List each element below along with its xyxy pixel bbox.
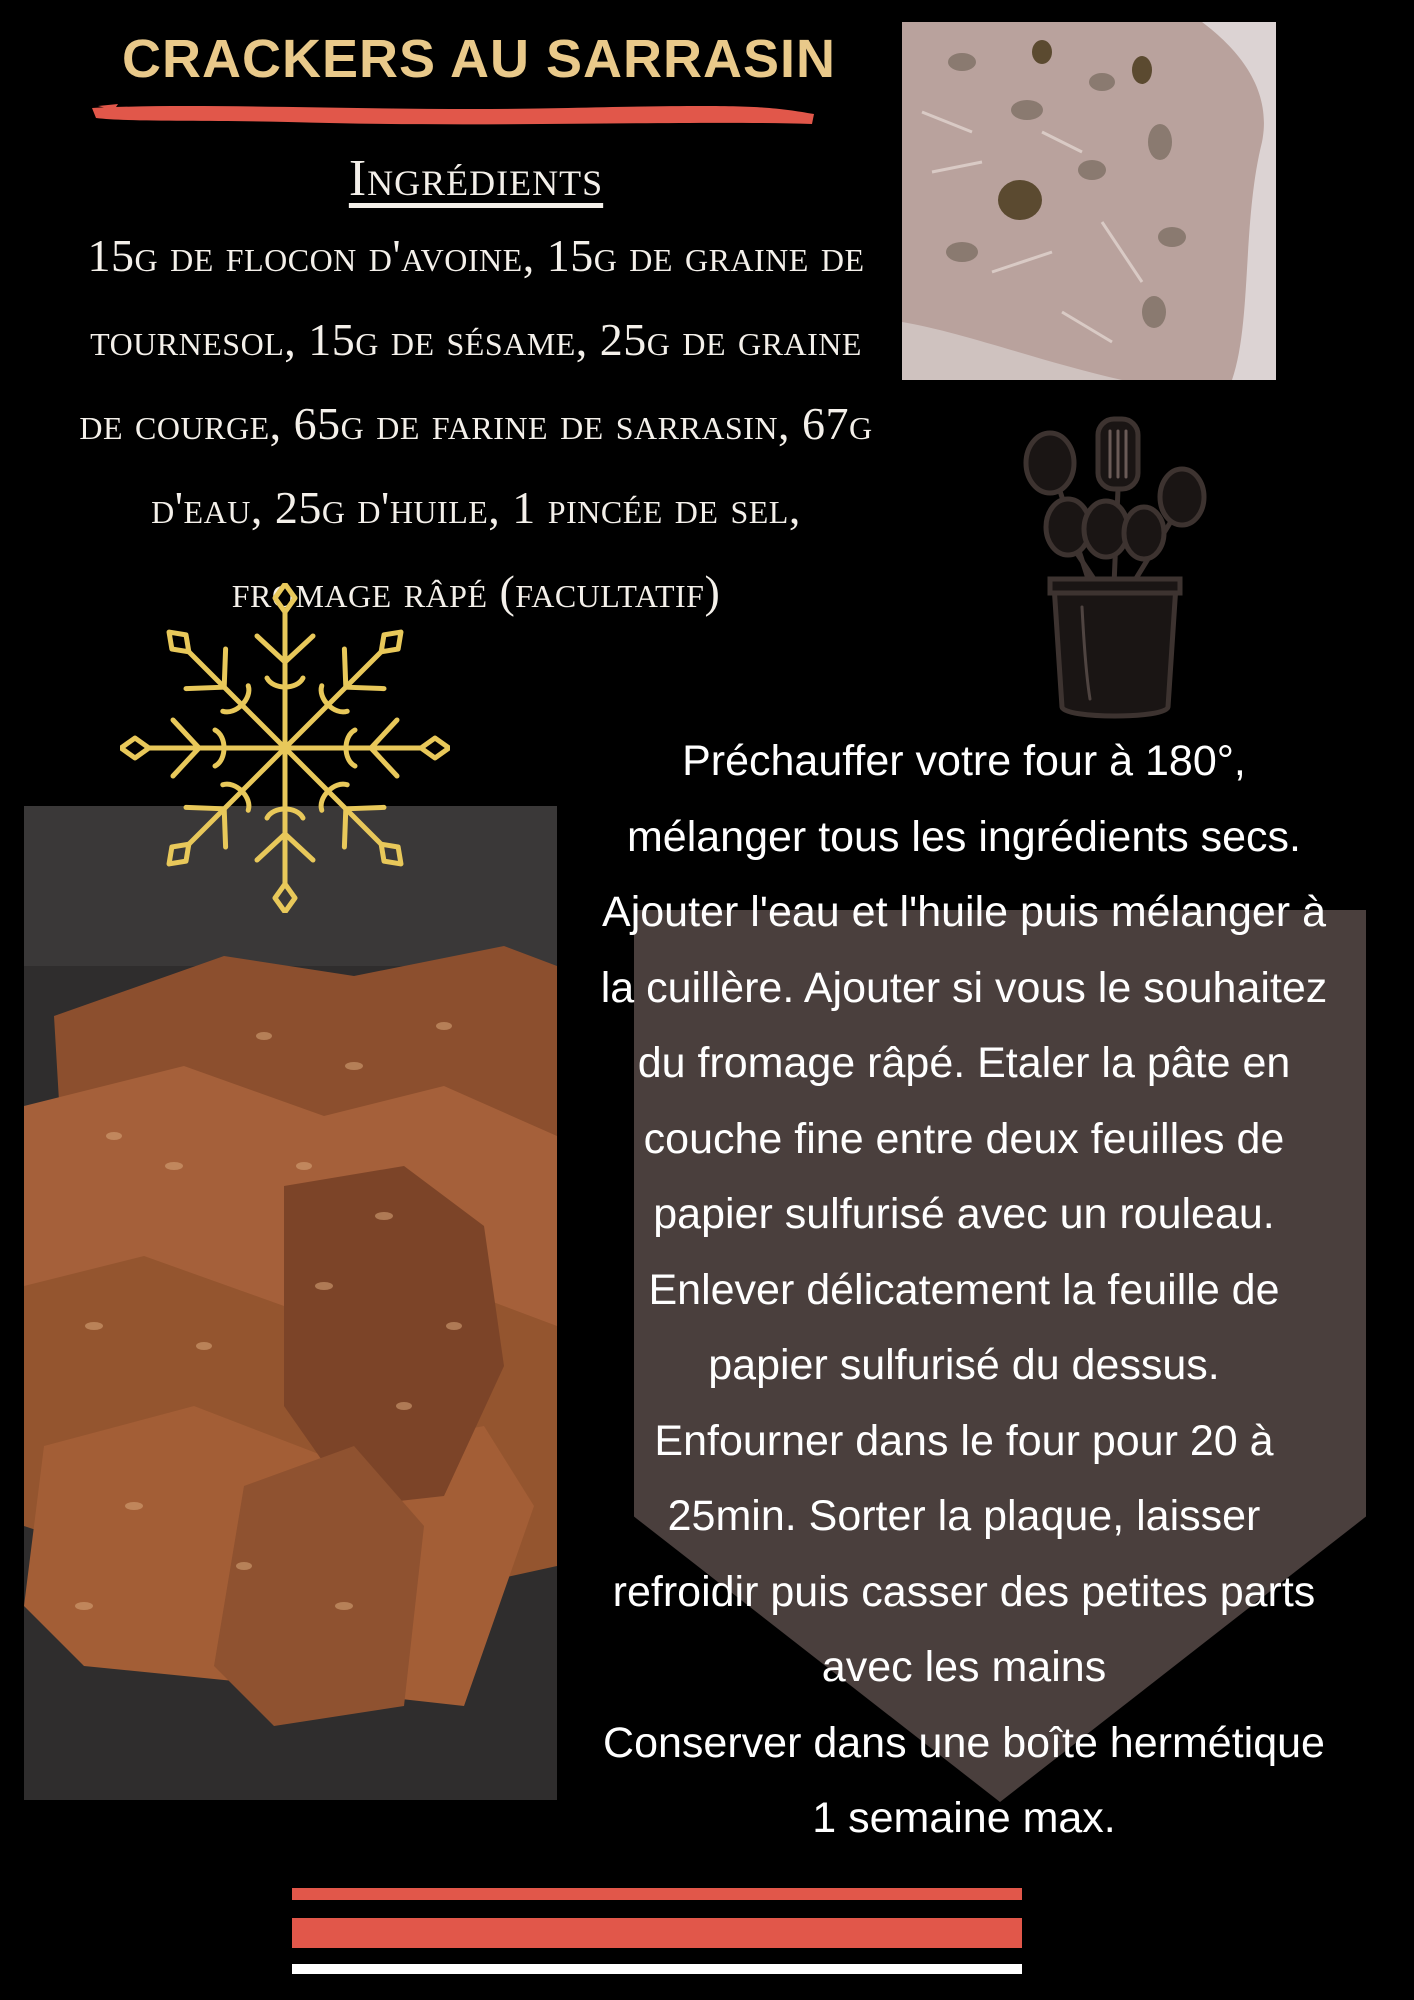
bottom-bar-thin-red xyxy=(292,1888,1022,1900)
instructions-step-3: Conserver dans une boîte hermétique 1 semaine max. xyxy=(603,1718,1325,1842)
instructions-text xyxy=(600,724,1328,1857)
raw-dough-photo xyxy=(902,22,1276,380)
ingredients-heading: Ingrédients xyxy=(348,150,604,207)
instructions-step-2: Enfourner dans le four pour 20 à 25min. Sorter la plaque, laisser refroidir puis casser des petites parts avec les mains xyxy=(612,1416,1316,1691)
snowflake-icon xyxy=(120,583,450,913)
title-brush-underline xyxy=(88,98,820,132)
crackers-photo xyxy=(24,806,557,1800)
bottom-bar-thick-red xyxy=(292,1918,1022,1948)
bottom-bar-white xyxy=(292,1964,1022,1974)
instructions-step-1: Préchauffer votre four à 180°, mélanger tous les ingrédients secs. Ajouter l'eau et l'huile puis mélanger à la cuillère. Ajouter si vous le souhaitez du fromage râpé. Etaler la pâte en couche fine entre deux feuilles de papier sulfurisé avec un rouleau. Enlever délicatement la feuille de papier sulfurisé du dessus. xyxy=(600,737,1328,1389)
ingredients-list: 15g de flocon d'avoine, 15g de graine de tournesol, 15g de sésame, 25g de graine de courge, 65g de farine de sarrasin, 67g d'eau, 25g d'huile, 1 pincée de sel, fromage râpé (facultatif) xyxy=(79,230,873,617)
recipe-title: CRACKERS AU SARRASIN xyxy=(122,29,837,89)
ingredients-section xyxy=(72,148,880,634)
utensils-pot-icon xyxy=(1020,415,1210,727)
